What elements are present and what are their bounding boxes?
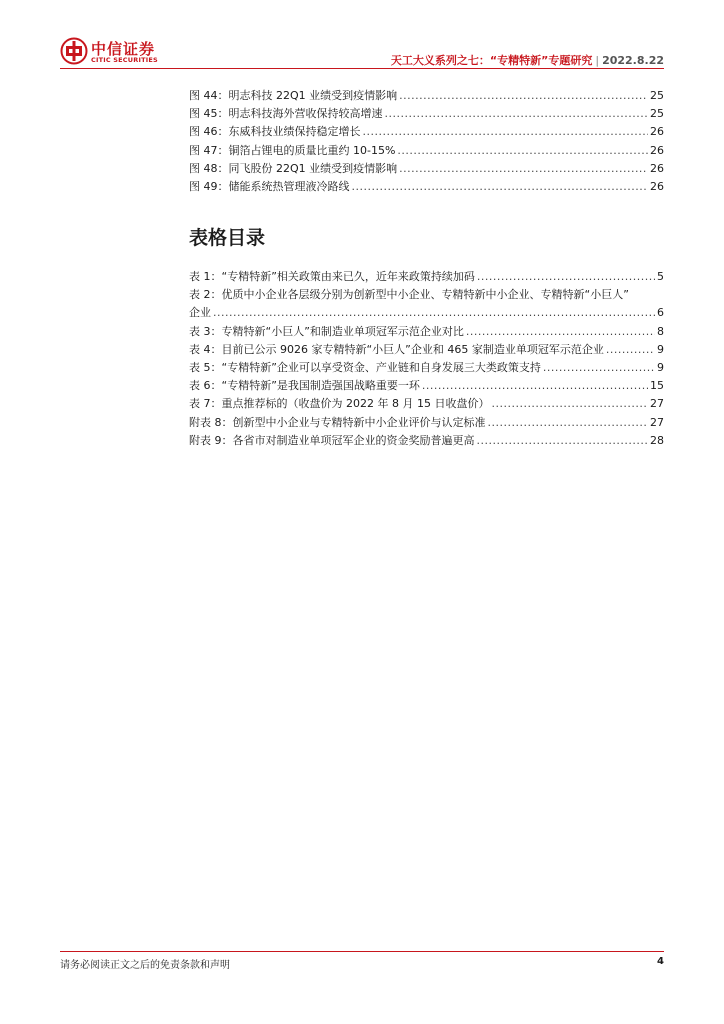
toc-table-item[interactable] — [189, 377, 664, 395]
toc-figure-label: 图 49：储能系统热管理液冷路线 — [189, 179, 350, 193]
table-list — [189, 268, 664, 450]
toc-table-item[interactable] — [189, 395, 664, 413]
toc-page-number: 8 — [657, 324, 664, 338]
toc-table-item[interactable] — [189, 341, 664, 359]
toc-page-number: 9 — [657, 360, 664, 374]
report-title-text: 天工大义系列之七：“专精特新”专题研究 — [390, 54, 593, 67]
toc-figure-label: 图 45：明志科技海外营收保持较高增速 — [189, 107, 383, 121]
toc-table-label: 表 5：“专精特新”企业可以享受资金、产业链和自身发展三大类政策支持 — [189, 360, 541, 374]
page-header — [0, 0, 724, 80]
toc-figure-item[interactable] — [189, 160, 664, 178]
toc-leader-dots — [399, 87, 648, 105]
toc-table-item[interactable] — [189, 359, 664, 377]
header-divider — [60, 68, 664, 69]
toc-leader-dots — [399, 160, 648, 178]
toc-page-number: 5 — [657, 270, 664, 283]
toc-table-item[interactable] — [189, 414, 664, 432]
footer-divider — [60, 951, 664, 952]
report-title — [391, 52, 664, 68]
toc-table-item[interactable] — [189, 268, 664, 286]
toc-leader-dots — [352, 178, 649, 196]
toc-page-number: 28 — [650, 433, 664, 447]
figure-list — [189, 87, 664, 196]
toc-leader-dots — [491, 395, 648, 413]
section-title-tables: 表格目录 — [189, 227, 266, 249]
toc-leader-dots — [397, 142, 648, 160]
toc-figure-item[interactable] — [189, 87, 664, 105]
toc-table-label-line1[interactable]: 表 2：优质中小企业各层级分别为创新型中小企业、专精特新中小企业、专精特新“小巨人” — [189, 288, 629, 302]
toc-leader-dots — [477, 432, 649, 450]
citic-logo — [60, 37, 180, 67]
toc-page-number: 15 — [650, 379, 664, 393]
toc-leader-dots — [477, 268, 655, 286]
title-separator: | — [595, 54, 600, 67]
toc-table-label-line2: 企业 — [189, 306, 211, 320]
logo-en-text: CITIC SECURITIES — [91, 56, 158, 64]
toc-leader-dots — [363, 123, 649, 141]
footer-page-number: 4 — [657, 956, 664, 967]
toc-table-label: 表 3：专精特新“小巨人”和制造业单项冠军示范企业对比 — [189, 324, 464, 338]
logo-cn-text: 中信证券 — [91, 40, 156, 58]
toc-table-item[interactable] — [189, 432, 664, 450]
toc-table-item[interactable] — [189, 304, 664, 322]
toc-page-number: 26 — [650, 161, 664, 175]
toc-figure-label: 图 44：明志科技 22Q1 业绩受到疫情影响 — [189, 89, 398, 102]
toc-table-label: 表 6：“专精特新”是我国制造强国战略重要一环 — [189, 379, 420, 393]
toc-page-number: 26 — [650, 143, 664, 157]
toc-page-number: 26 — [650, 125, 664, 139]
toc-leader-dots — [543, 359, 655, 377]
toc-leader-dots — [385, 105, 649, 123]
toc-figure-item[interactable] — [189, 142, 664, 160]
toc-figure-item[interactable] — [189, 105, 664, 123]
toc-page-number: 25 — [650, 89, 664, 102]
toc-leader-dots — [466, 323, 655, 341]
toc-page-number: 26 — [650, 179, 664, 193]
toc-table-label: 表 7：重点推荐标的（收盘价为 2022 年 8 月 15 日收盘价） — [189, 397, 490, 411]
footer-disclaimer: 请务必阅读正文之后的免责条款和声明 — [60, 960, 230, 971]
toc-table-label: 表 4：目前已公示 9026 家专精特新“小巨人”企业和 465 家制造业单项冠军示范企业 — [189, 342, 604, 356]
toc-figure-item[interactable] — [189, 123, 664, 141]
toc-page-number: 9 — [657, 342, 664, 356]
toc-leader-dots — [213, 304, 655, 322]
toc-leader-dots — [606, 341, 655, 359]
citic-logo-icon — [60, 37, 88, 65]
toc-table-label: 附表 9：各省市对制造业单项冠军企业的资金奖励普遍更高 — [189, 433, 475, 447]
toc-page-number: 6 — [657, 306, 664, 320]
toc-table-item[interactable] — [189, 323, 664, 341]
toc-figure-label: 图 46：东威科技业绩保持稳定增长 — [189, 125, 361, 139]
toc-figure-item[interactable] — [189, 178, 664, 196]
toc-figure-label: 图 47：铜箔占锂电的质量比重约 10-15% — [189, 143, 396, 157]
toc-figure-label: 图 48：同飞股份 22Q1 业绩受到疫情影响 — [189, 161, 398, 175]
toc-table-label: 附表 8：创新型中小企业与专精特新中小企业评价与认定标准 — [189, 415, 486, 429]
toc-page-number: 25 — [650, 107, 664, 121]
report-date: 2022.8.22 — [602, 54, 664, 67]
toc-page-number: 27 — [650, 397, 664, 411]
toc-leader-dots — [422, 377, 648, 395]
toc-page-number: 27 — [650, 415, 664, 429]
toc-table-label: 表 1：“专精特新”相关政策由来已久，近年来政策持续加码 — [189, 270, 475, 283]
toc-leader-dots — [488, 414, 649, 432]
